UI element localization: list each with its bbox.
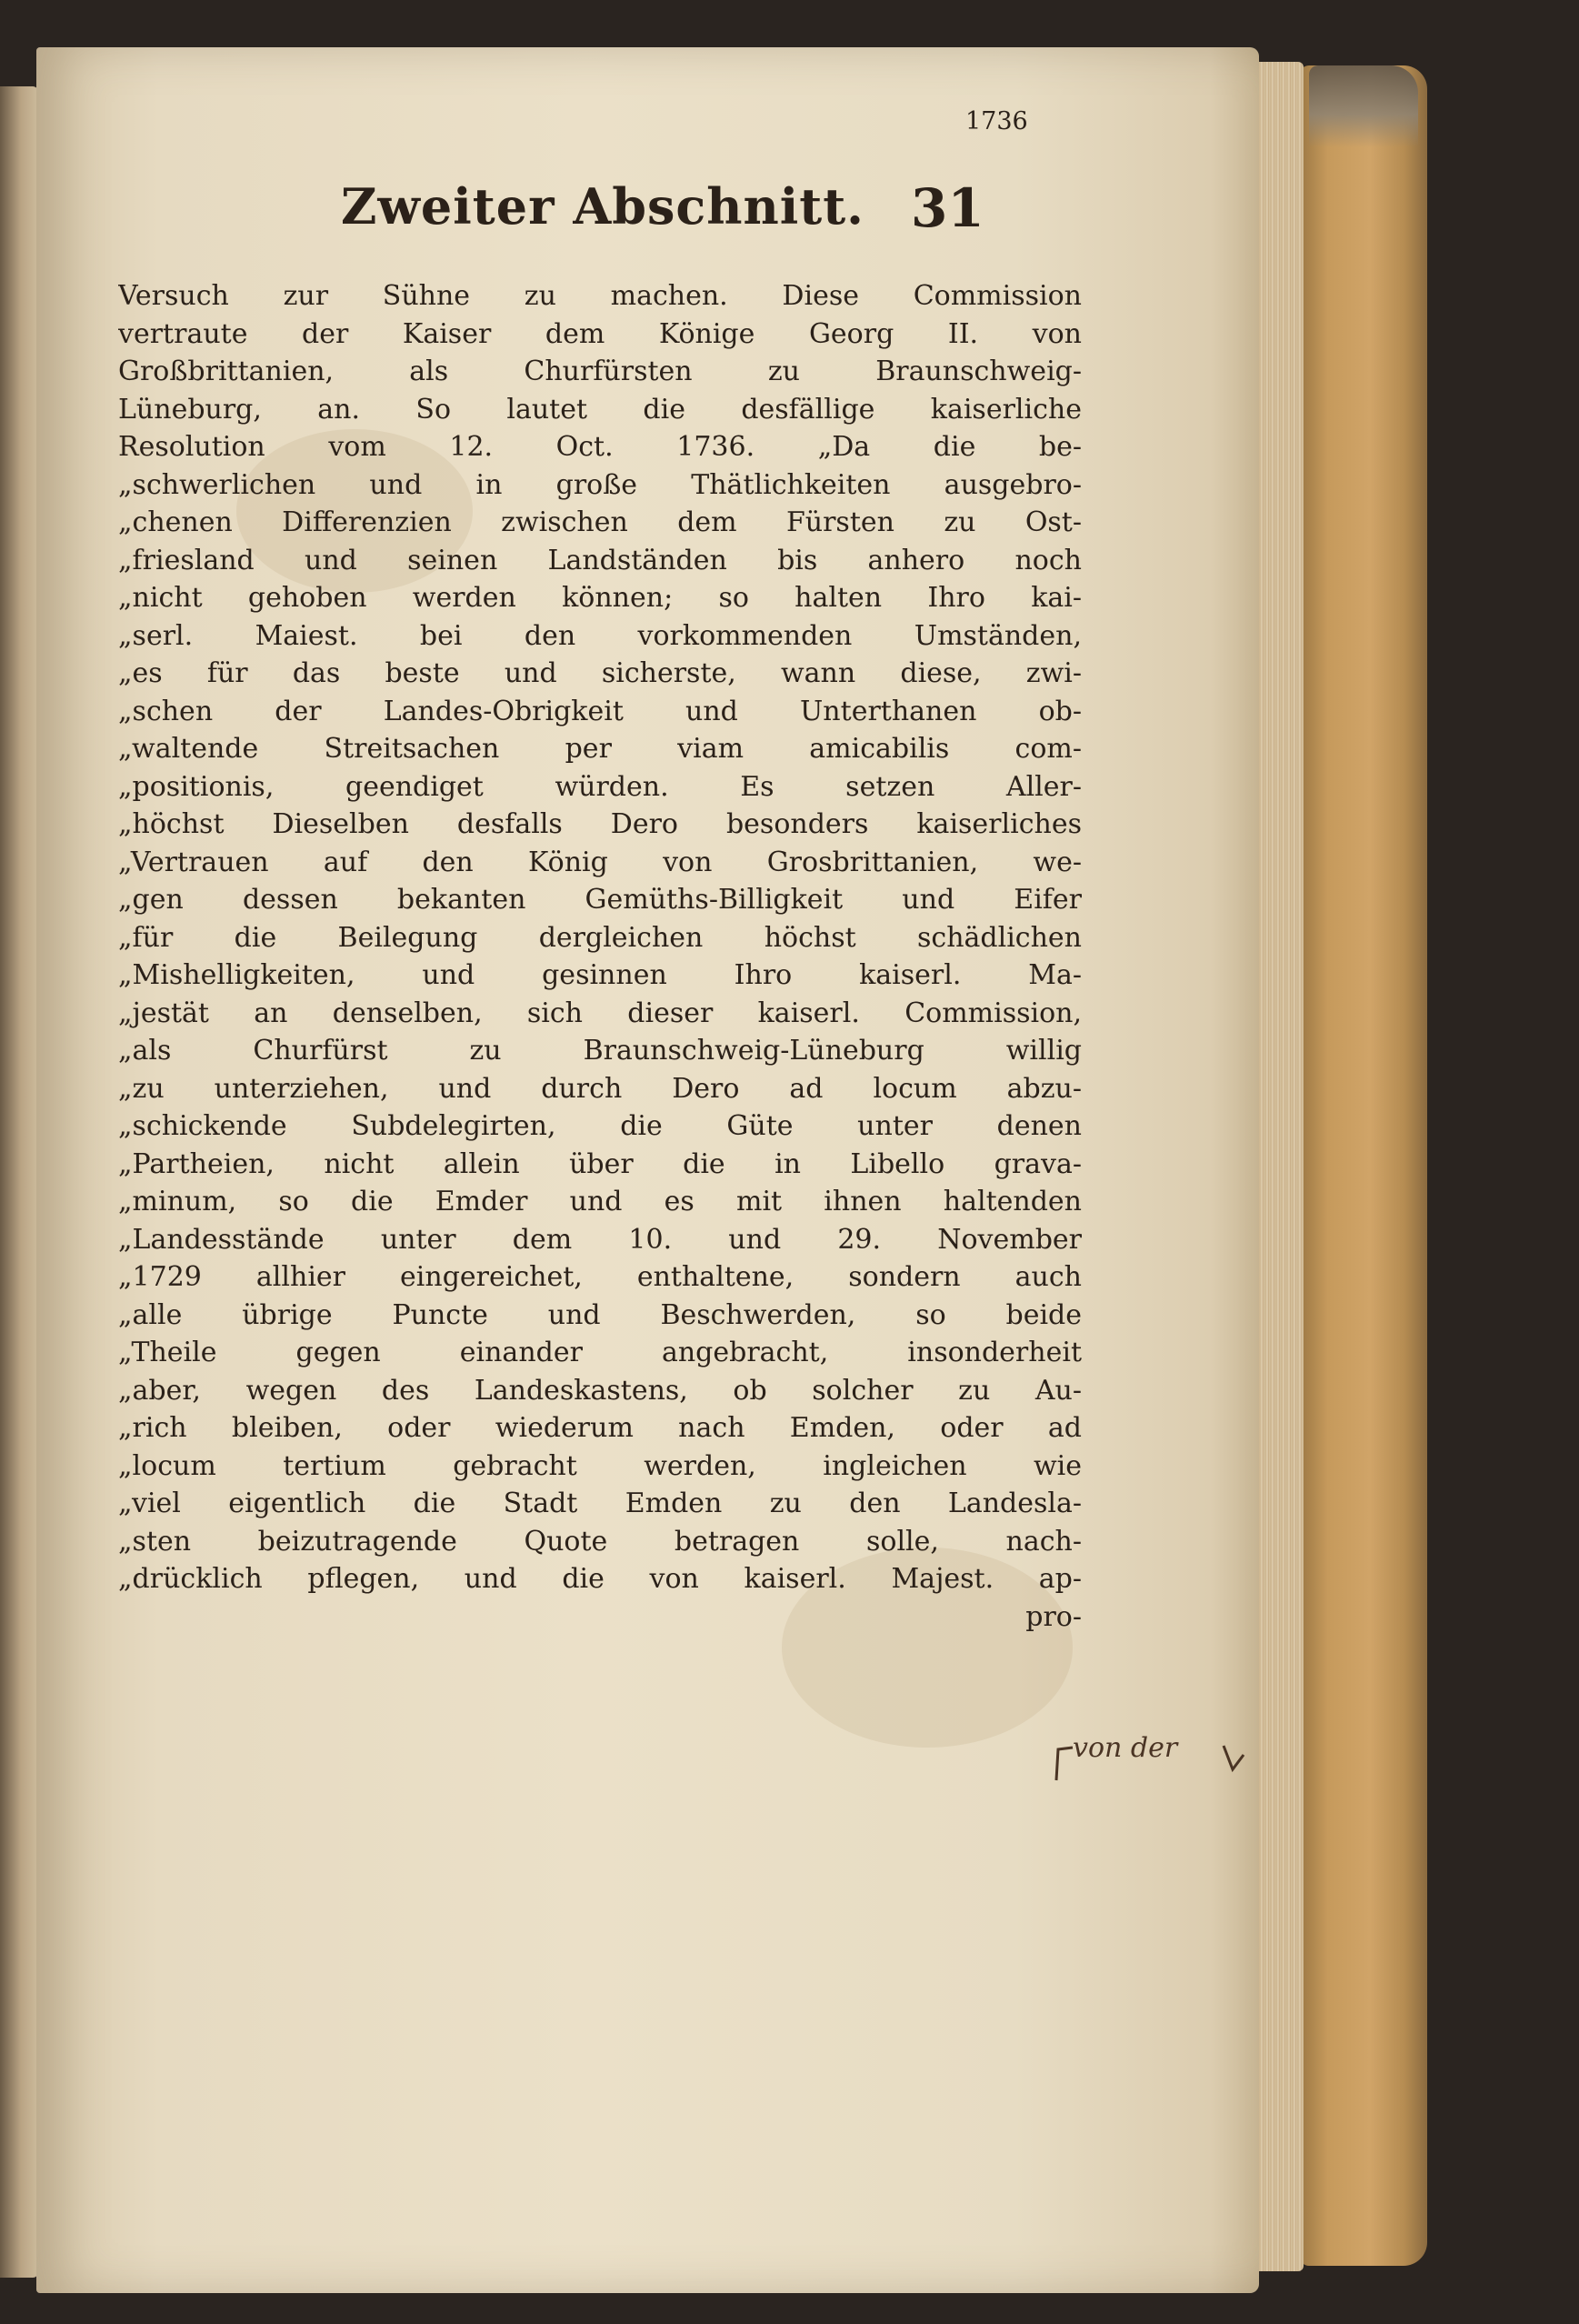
text-line: „als Churfürst zu Braunschweig-Lüneburg willig	[118, 1035, 1082, 1067]
text-line: „Vertrauen auf den König von Grosbrittanien, we-	[118, 846, 1082, 878]
text-line: „für die Beilegung dergleichen höchst schädlichen	[118, 921, 1082, 954]
book-cover	[1300, 65, 1427, 2266]
text-line: „waltende Streitsachen per viam amicabilis com-	[118, 733, 1082, 765]
text-line: „es für das beste und sicherste, wann diese, zwi-	[118, 657, 1082, 689]
running-head	[118, 177, 1082, 277]
handwritten-bracket	[1056, 1748, 1073, 1780]
text-line: Großbrittanien, als Churfürsten zu Braunschweig-	[118, 356, 1082, 387]
section-header: Zweiter Abschnitt.	[341, 177, 864, 235]
text-line: „friesland und seinen Landständen bis anhero noch	[118, 544, 1082, 576]
text-line: „schickende Subdelegirten, die Güte unter denen	[118, 1110, 1082, 1142]
text-line: „rich bleiben, oder wiederum nach Emden, oder ad	[118, 1412, 1082, 1444]
text-line: Resolution vom 12. Oct. 1736. „Da die be-	[118, 431, 1082, 463]
text-line: „schen der Landes-Obrigkeit und Unterthanen ob-	[118, 695, 1082, 727]
text-line: „Partheien, nicht allein über die in Libello grava-	[118, 1147, 1082, 1180]
handwritten-stroke	[1224, 1746, 1244, 1769]
page-number: 31	[911, 177, 984, 239]
text-line: „aber, wegen des Landeskastens, ob solcher zu Au-	[118, 1374, 1082, 1407]
text-line: „Mishelligkeiten, und gesinnen Ihro kaiserl. Ma-	[118, 959, 1082, 991]
text-line: pro-	[1025, 1600, 1082, 1633]
text-line: „positionis, geendiget würden. Es setzen Aller-	[118, 770, 1082, 803]
text-line: „schwerlichen und in große Thätlichkeiten ausgebro-	[118, 468, 1082, 501]
text-line: „zu unterziehen, und durch Dero ad locum abzu-	[118, 1072, 1082, 1105]
text-line: „locum tertium gebracht werden, ingleichen wie	[118, 1449, 1082, 1482]
text-line: „viel eigentlich die Stadt Emden zu den Landesla-	[118, 1488, 1082, 1519]
text-line: Versuch zur Sühne zu machen. Diese Commission	[118, 280, 1082, 312]
handwritten-note: von der	[1073, 1732, 1178, 1764]
text-line: vertraute der Kaiser dem Könige Georg II. von	[118, 317, 1082, 350]
cover-wear	[1309, 65, 1418, 147]
text-line: „Theile gegen einander angebracht, insonderheit	[118, 1337, 1082, 1368]
left-page-edge	[0, 86, 38, 2278]
body-text	[118, 277, 1082, 1636]
text-line: „serl. Maiest. bei den vorkommenden Umständen,	[118, 619, 1082, 652]
text-line: „1729 allhier eingereichet, enthaltene, sondern auch	[118, 1261, 1082, 1293]
text-line: „sten beizutragende Quote betragen solle, nach-	[118, 1525, 1082, 1558]
text-line: „drücklich pflegen, und die von kaiserl. Majest. ap-	[118, 1563, 1082, 1595]
text-line: „höchst Dieselben desfalls Dero besonders kaiserliches	[118, 808, 1082, 840]
text-line: „gen dessen bekanten Gemüths-Billigkeit und Eifer	[118, 884, 1082, 916]
page-text	[118, 177, 1082, 1636]
text-line: „nicht gehoben werden können; so halten Ihro kai-	[118, 582, 1082, 614]
text-line: „minum, so die Emder und es mit ihnen haltenden	[118, 1186, 1082, 1217]
margin-year: 1736	[965, 107, 1028, 135]
text-line: „chenen Differenzien zwischen dem Fürsten zu Ost-	[118, 506, 1082, 538]
text-line: „alle übrige Puncte und Beschwerden, so beide	[118, 1298, 1082, 1331]
text-line: Lüneburg, an. So lautet die desfällige kaiserliche	[118, 393, 1082, 426]
text-line: „jestät an denselben, sich dieser kaiserl. Commission,	[118, 997, 1082, 1029]
text-line: „Landesstände unter dem 10. und 29. November	[118, 1223, 1082, 1256]
